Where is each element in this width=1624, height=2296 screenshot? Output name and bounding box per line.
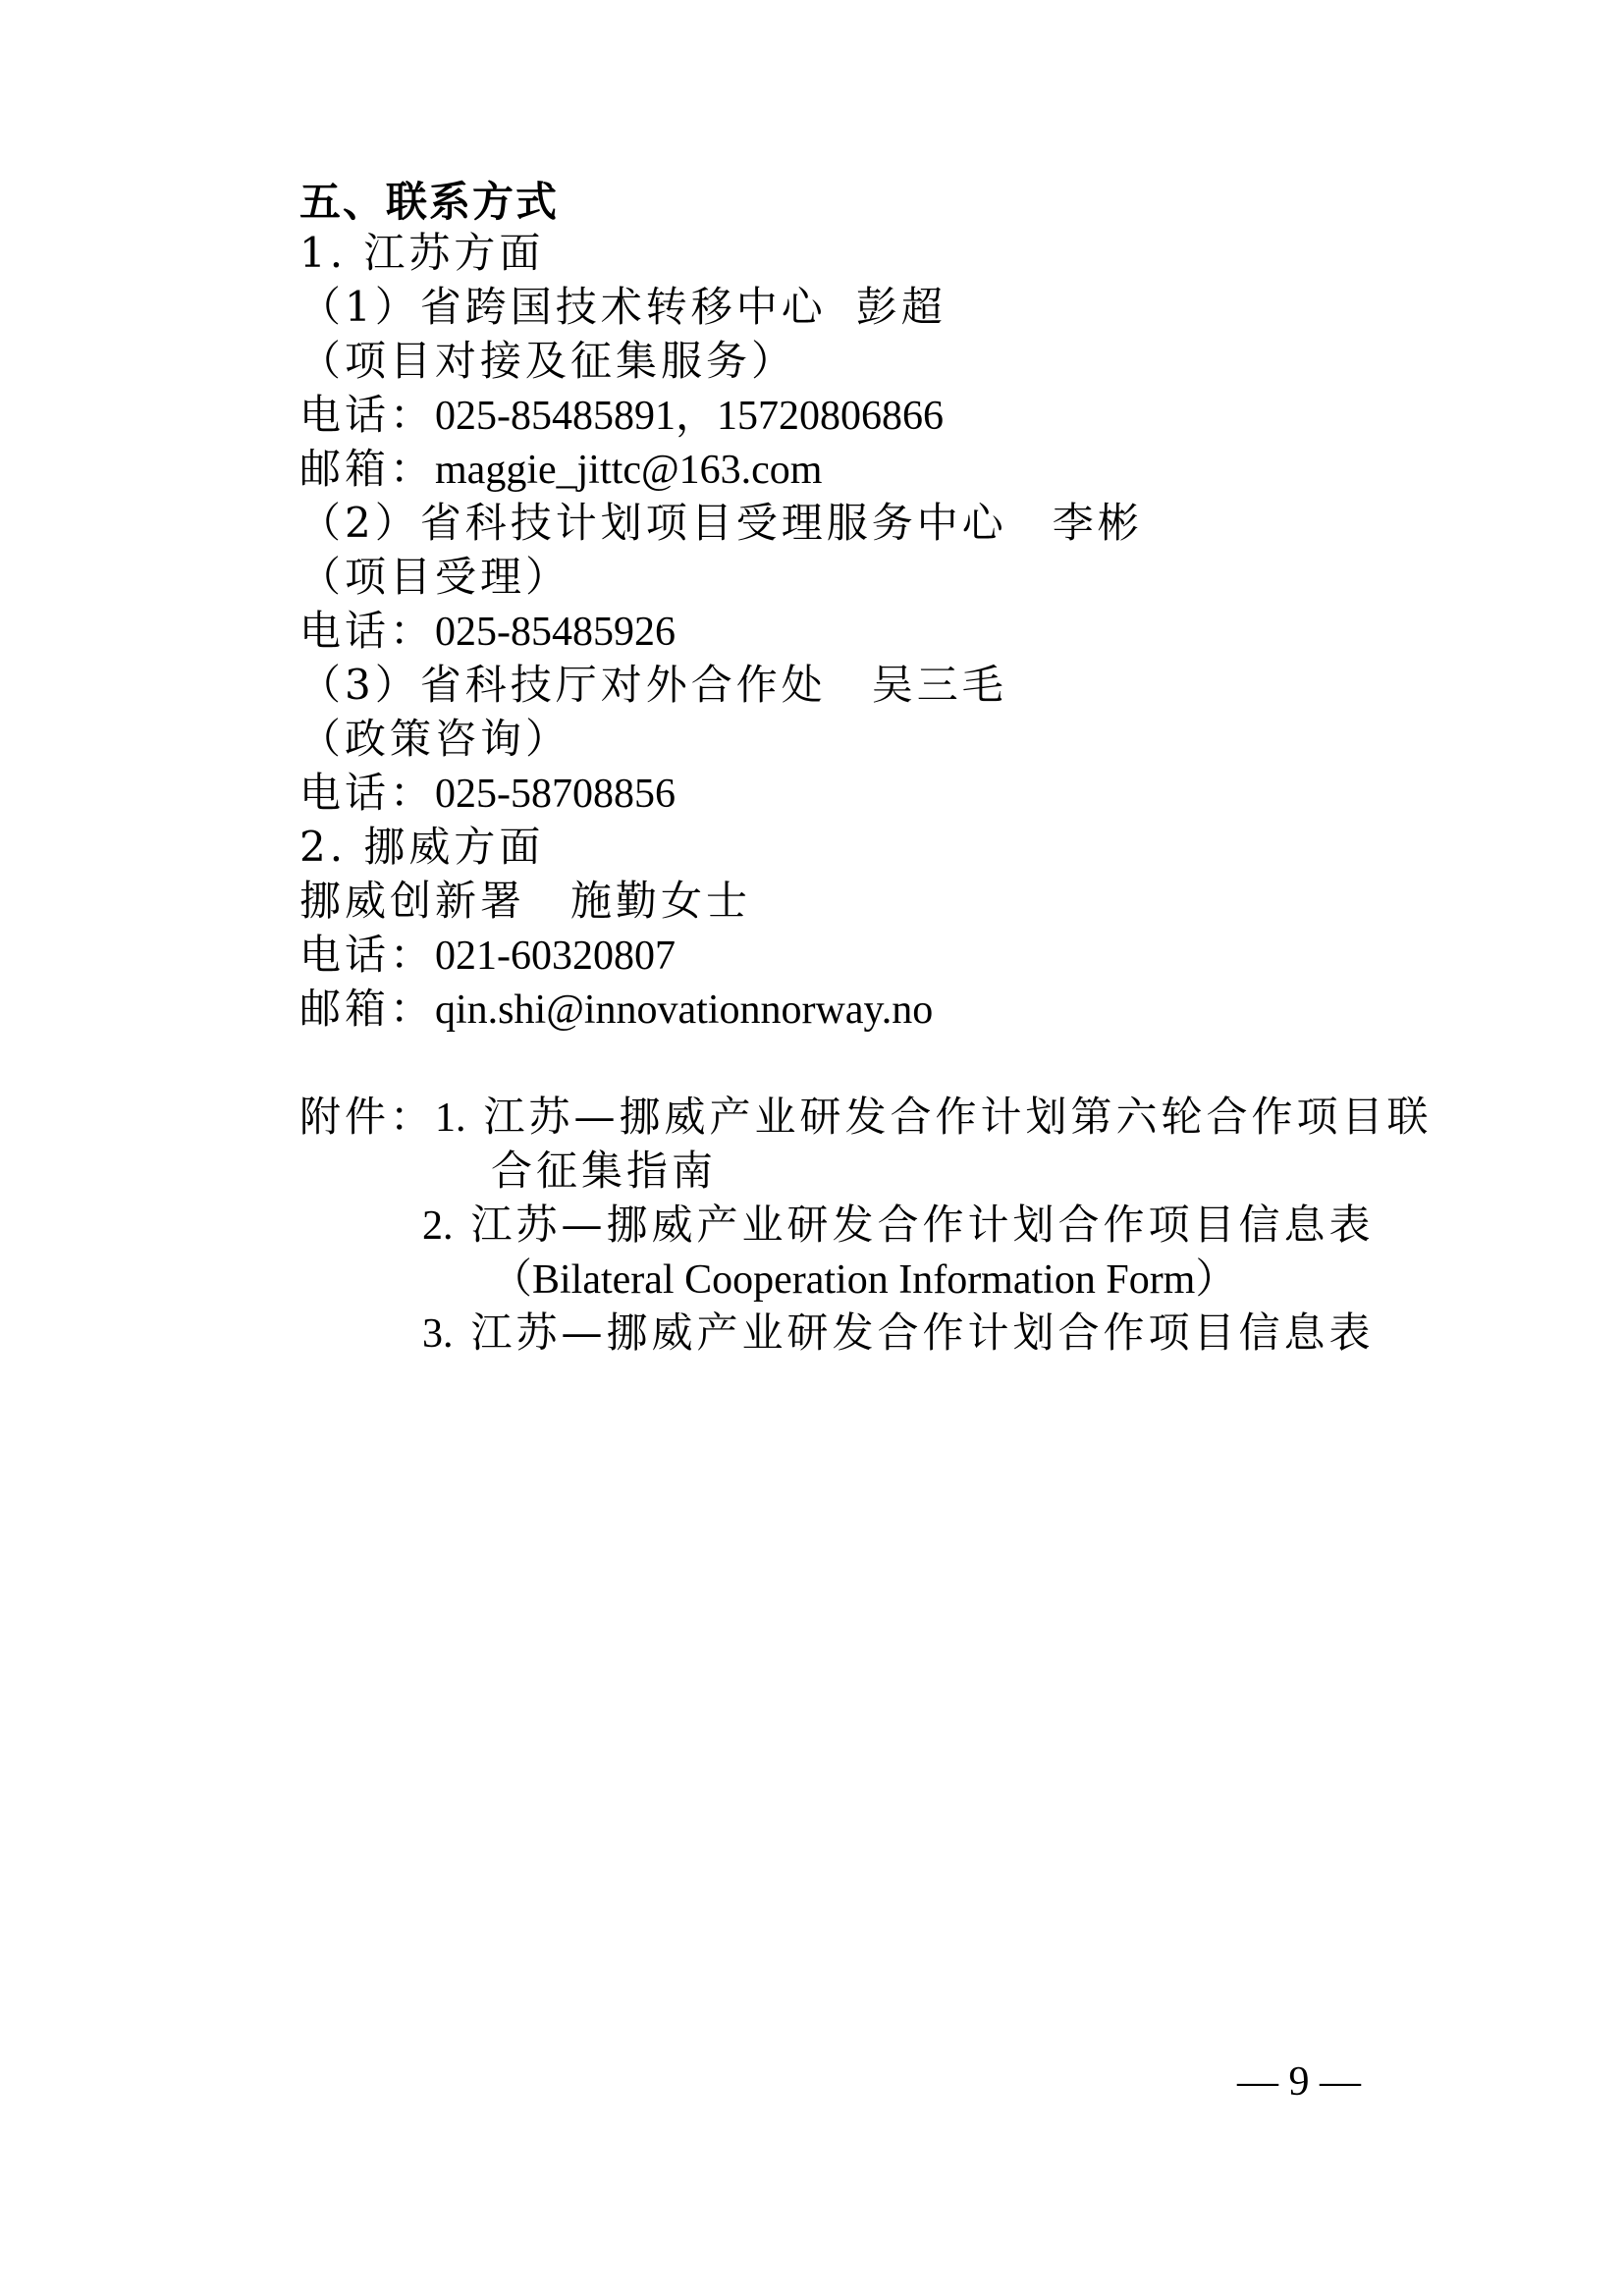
contact-1-person: 彭超 — [855, 283, 947, 331]
attachment-2-title: 江苏—挪威产业研发合作计划合作项目信息表 — [470, 1201, 1375, 1249]
attachment-2-subtitle: （Bilateral Cooperation Information Form） — [491, 1257, 1237, 1303]
attachment-1-line2: 合征集指南 — [491, 1147, 718, 1195]
norway-phone: 021-60320807 — [435, 934, 677, 979]
phone-label: 电话： — [299, 607, 436, 655]
contact-3-phone: 025-58708856 — [435, 772, 677, 817]
attachment-1-line1 — [299, 1092, 1433, 1144]
norway-email-line — [299, 984, 933, 1036]
contact-3-label: （3）省科技厅对外合作处 — [299, 661, 827, 709]
attachment-1-number: 1. — [435, 1095, 466, 1141]
attachment-3-title: 江苏—挪威产业研发合作计划合作项目信息表 — [470, 1308, 1375, 1357]
norway-email: qin.shi@innovationnorway.no — [435, 988, 934, 1033]
email-label: 邮箱： — [299, 445, 436, 493]
attachment-3-line1 — [422, 1308, 1375, 1360]
norway-phone-line — [299, 930, 676, 982]
phone-label: 电话： — [299, 391, 436, 439]
jiangsu-heading: 1. 江苏方面 — [299, 229, 545, 277]
page-number: — 9 — — [1237, 2059, 1361, 2105]
phone-label: 电话： — [299, 931, 436, 979]
contact-2-phone-line — [299, 606, 676, 658]
contact-1-phone: 025-85485891，15720806866 — [435, 394, 945, 439]
attachment-3-number: 3. — [422, 1311, 454, 1357]
contact-1-phone-line — [299, 390, 944, 442]
attachment-2-number: 2. — [422, 1203, 454, 1249]
email-label: 邮箱： — [299, 985, 436, 1033]
contact-1-line — [299, 282, 947, 333]
contact-2-phone: 025-85485926 — [435, 610, 677, 655]
contact-2-person: 李彬 — [1052, 499, 1143, 547]
contact-1-role: （项目对接及征集服务） — [299, 337, 797, 385]
attachment-2-line2 — [491, 1254, 1236, 1306]
attachment-1-title: 江苏—挪威产业研发合作计划第六轮合作项目联 — [483, 1093, 1433, 1141]
attachments-label: 附件： — [299, 1093, 436, 1141]
contact-1-label: （1）省跨国技术转移中心 — [299, 283, 827, 331]
contact-1-email: maggie_jittc@163.com — [435, 448, 823, 493]
contact-2-role: （项目受理） — [299, 553, 571, 601]
phone-label: 电话： — [299, 769, 436, 817]
section-title: 五、联系方式 — [299, 178, 560, 226]
contact-1-email-line — [299, 444, 822, 496]
contact-3-role: （政策咨询） — [299, 715, 571, 763]
norway-org: 挪威创新署 — [299, 877, 526, 925]
contact-2-label: （2）省科技计划项目受理服务中心 — [299, 499, 1007, 547]
contact-3-person: 吴三毛 — [871, 661, 1007, 709]
norway-person: 施勤女士 — [570, 877, 752, 925]
contact-3-line — [299, 660, 1007, 711]
attachment-2-line1 — [422, 1200, 1375, 1252]
norway-heading: 2. 挪威方面 — [299, 823, 545, 871]
contact-3-phone-line — [299, 768, 676, 820]
norway-contact-line — [299, 876, 751, 927]
contact-2-line — [299, 498, 1143, 549]
